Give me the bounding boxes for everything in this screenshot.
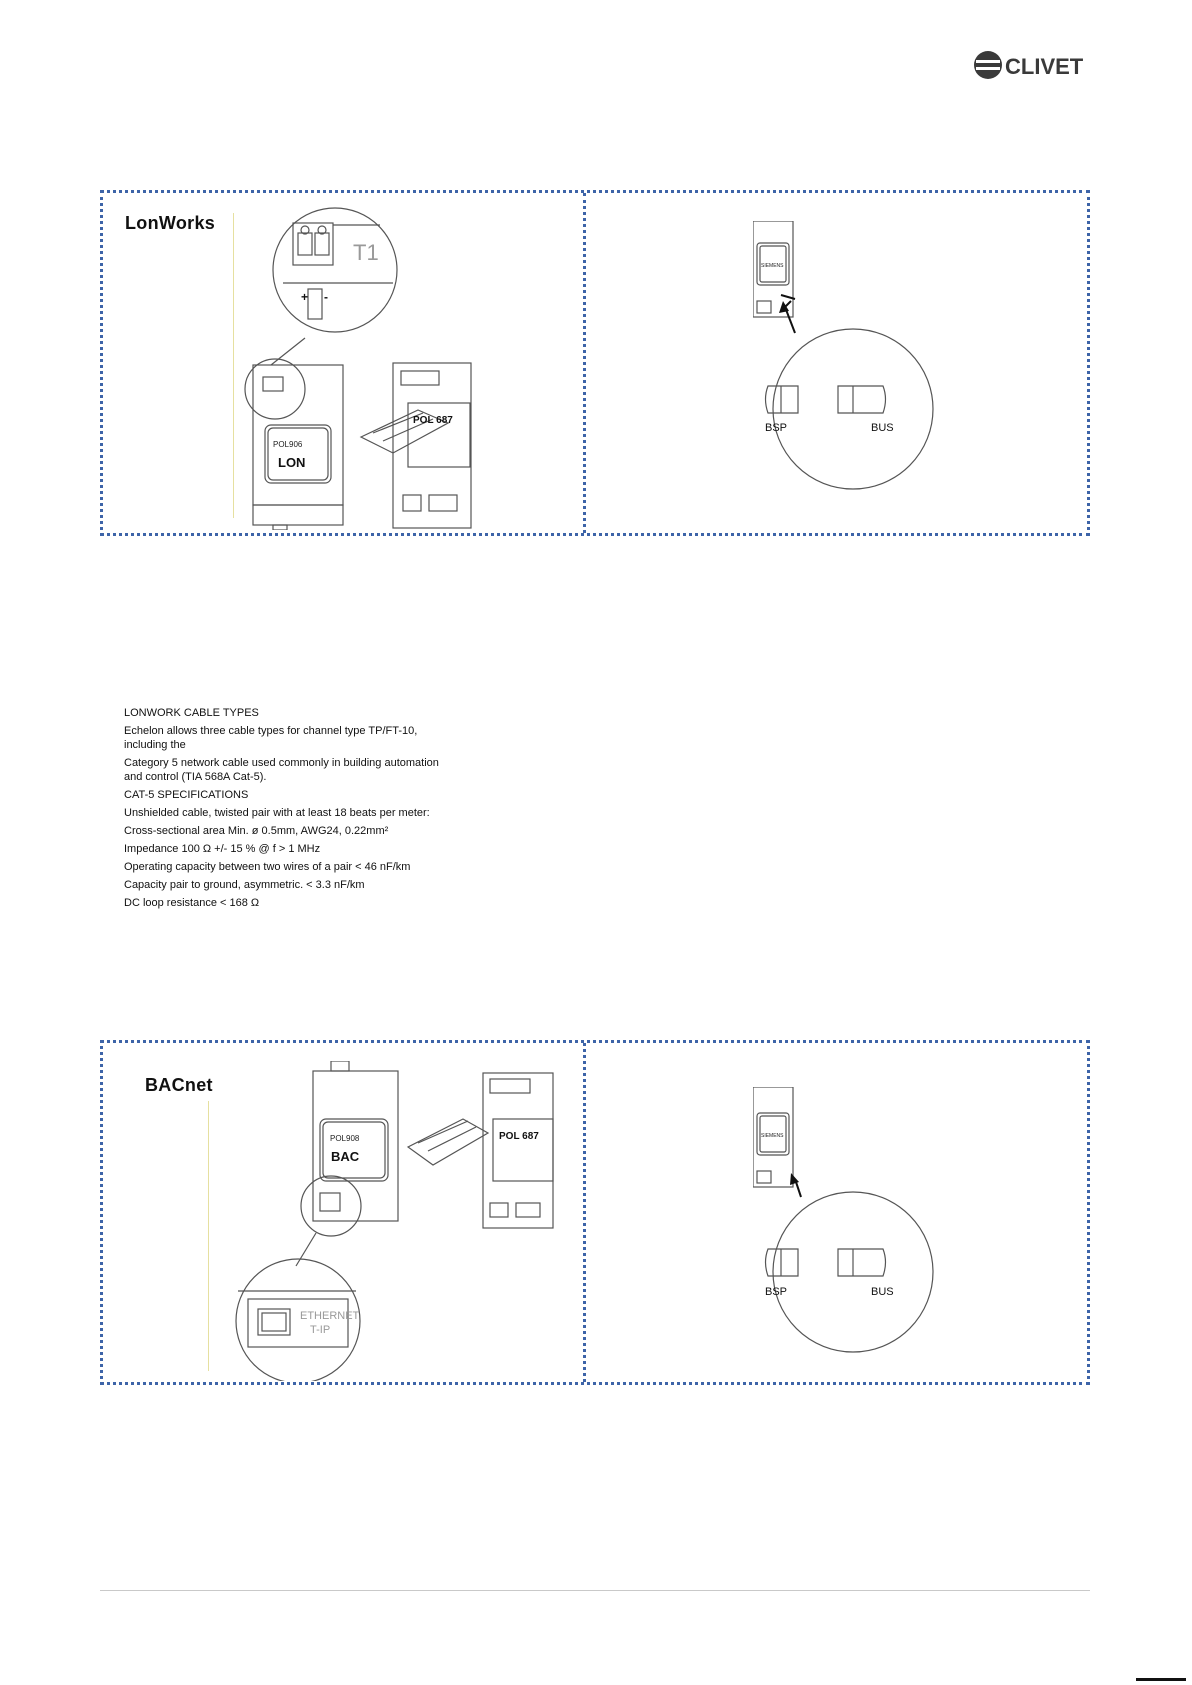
lonworks-panel (100, 190, 1090, 536)
lon-module-code: POL906 (273, 440, 303, 449)
bacnet-module-drawing (218, 1061, 583, 1381)
bacnet-detail-drawing (753, 1087, 953, 1377)
bac-module-name: BAC (331, 1149, 360, 1164)
spec-line: DC loop resistance < 168 Ω (124, 897, 260, 909)
bus-label: BUS (871, 1286, 894, 1298)
spec-line: Impedance 100 Ω +/- 15 % @ f > 1 MHz (124, 843, 321, 855)
controller-label: POL 687 (413, 415, 453, 426)
panel-divider (583, 193, 586, 533)
bus-label: BUS (871, 422, 894, 434)
yellow-guide-line (233, 213, 234, 518)
controller-label: POL 687 (499, 1131, 539, 1142)
lonworks-title: LonWorks (125, 213, 216, 233)
plus-sign: + (301, 290, 309, 304)
lonworks-detail-drawing (753, 221, 953, 521)
spec-line: LONWORK CABLE TYPES (124, 707, 259, 719)
page-edge-mark (1136, 1678, 1186, 1681)
terminal-label: T1 (353, 240, 379, 265)
spec-line: Category 5 network cable used commonly in building automation and control (TIA 568A Cat-5). (124, 757, 439, 783)
ethernet-label: ETHERNET (300, 1310, 360, 1322)
siemens-brand: SIEMENS (761, 263, 784, 269)
spec-line: Operating capacity between two wires of a pair < 46 nF/km (124, 861, 411, 873)
spec-line: Capacity pair to ground, asymmetric. < 3.3 nF/km (124, 879, 365, 891)
lonworks-module-drawing (243, 205, 583, 530)
lon-module-name: LON (278, 455, 306, 470)
tip-label: T-IP (310, 1324, 331, 1336)
siemens-brand: SIEMENS (761, 1133, 784, 1139)
cable-specifications (124, 706, 444, 914)
bsp-label: BSP (765, 422, 788, 434)
spec-line: Echelon allows three cable types for channel type TP/FT-10, including the (124, 725, 418, 751)
panel-divider (583, 1043, 586, 1382)
footer-divider (100, 1590, 1090, 1591)
spec-line: CAT-5 SPECIFICATIONS (124, 789, 249, 801)
bac-module-code: POL908 (330, 1134, 360, 1143)
clivet-logo (972, 48, 1092, 82)
bacnet-panel (100, 1040, 1090, 1385)
minus-sign: - (324, 290, 328, 304)
logo-text: CLIVET (1005, 54, 1084, 79)
spec-line: Unshielded cable, twisted pair with at least 18 beats per meter: (124, 807, 430, 819)
bsp-label: BSP (765, 1286, 788, 1298)
bacnet-title: BACnet (145, 1075, 213, 1095)
yellow-guide-line (208, 1101, 209, 1371)
spec-line: Cross-sectional area Min. ø 0.5mm, AWG24, 0.22mm² (124, 825, 389, 837)
